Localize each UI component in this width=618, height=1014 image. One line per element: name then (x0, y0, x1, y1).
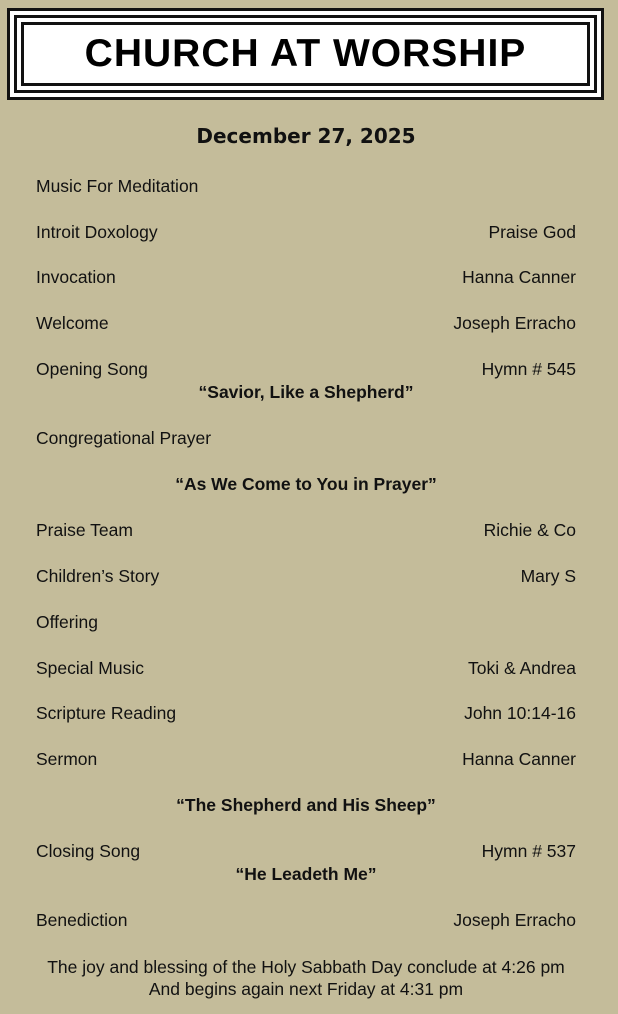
sabbath-close-note: The joy and blessing of the Holy Sabbath Day conclude at 4:26 pm (47, 957, 565, 977)
banner-frame (7, 8, 604, 100)
program-item-label: Congregational Prayer (36, 428, 212, 448)
program-item-detail: Joseph Erracho (453, 910, 576, 930)
program-row (36, 702, 576, 724)
prayer-title: “As We Come to You in Prayer” (175, 474, 437, 494)
program-row (36, 358, 576, 380)
program-row (36, 221, 576, 243)
program-row (36, 427, 576, 449)
page-title: CHURCH AT WORSHIP (84, 32, 527, 75)
program-row (36, 611, 576, 633)
program-item-detail: Hanna Canner (462, 267, 576, 287)
program-item-detail: Toki & Andrea (468, 658, 576, 678)
program-item-label: Sermon (36, 749, 98, 769)
program-row (36, 748, 576, 770)
program-item-label: Music For Meditation (36, 176, 199, 196)
program-item-detail: John 10:14-16 (464, 703, 576, 723)
program-row (36, 266, 576, 288)
program-item-detail: Hymn # 537 (481, 841, 576, 861)
program-item-detail: Joseph Erracho (453, 313, 576, 333)
program-item-label: Welcome (36, 313, 109, 333)
program-row (36, 909, 576, 931)
program-item-label: Invocation (36, 267, 116, 287)
program-row (36, 519, 576, 541)
banner-frame-middle (14, 15, 597, 93)
program-item-detail: Hymn # 545 (481, 359, 576, 379)
program-item-label: Praise Team (36, 520, 133, 540)
program-row (36, 175, 576, 197)
service-date: December 27, 2025 (196, 124, 416, 148)
program-item-label: Scripture Reading (36, 703, 177, 723)
program-item-detail: Praise God (488, 222, 576, 242)
banner-frame-inner (21, 22, 590, 86)
program-row (36, 312, 576, 334)
program-item-label: Offering (36, 612, 98, 632)
program-row (36, 565, 576, 587)
program-item-detail: Mary S (520, 566, 576, 586)
program-item-label: Special Music (36, 658, 144, 678)
program-row (36, 840, 576, 862)
program-item-label: Benediction (36, 910, 128, 930)
sabbath-begin-note: And begins again next Friday at 4:31 pm (148, 979, 464, 999)
sermon-title: “The Shepherd and His Sheep” (176, 795, 436, 815)
opening-song-title: “Savior, Like a Shepherd” (198, 382, 414, 402)
program-item-label: Closing Song (36, 841, 141, 861)
program-row (36, 657, 576, 679)
program-item-label: Opening Song (36, 359, 148, 379)
program-item-detail: Richie & Co (483, 520, 576, 540)
program-item-label: Introit Doxology (36, 222, 158, 242)
program-item-detail: Hanna Canner (462, 749, 576, 769)
closing-song-title: “He Leadeth Me” (235, 864, 377, 884)
program-item-label: Children’s Story (36, 566, 160, 586)
